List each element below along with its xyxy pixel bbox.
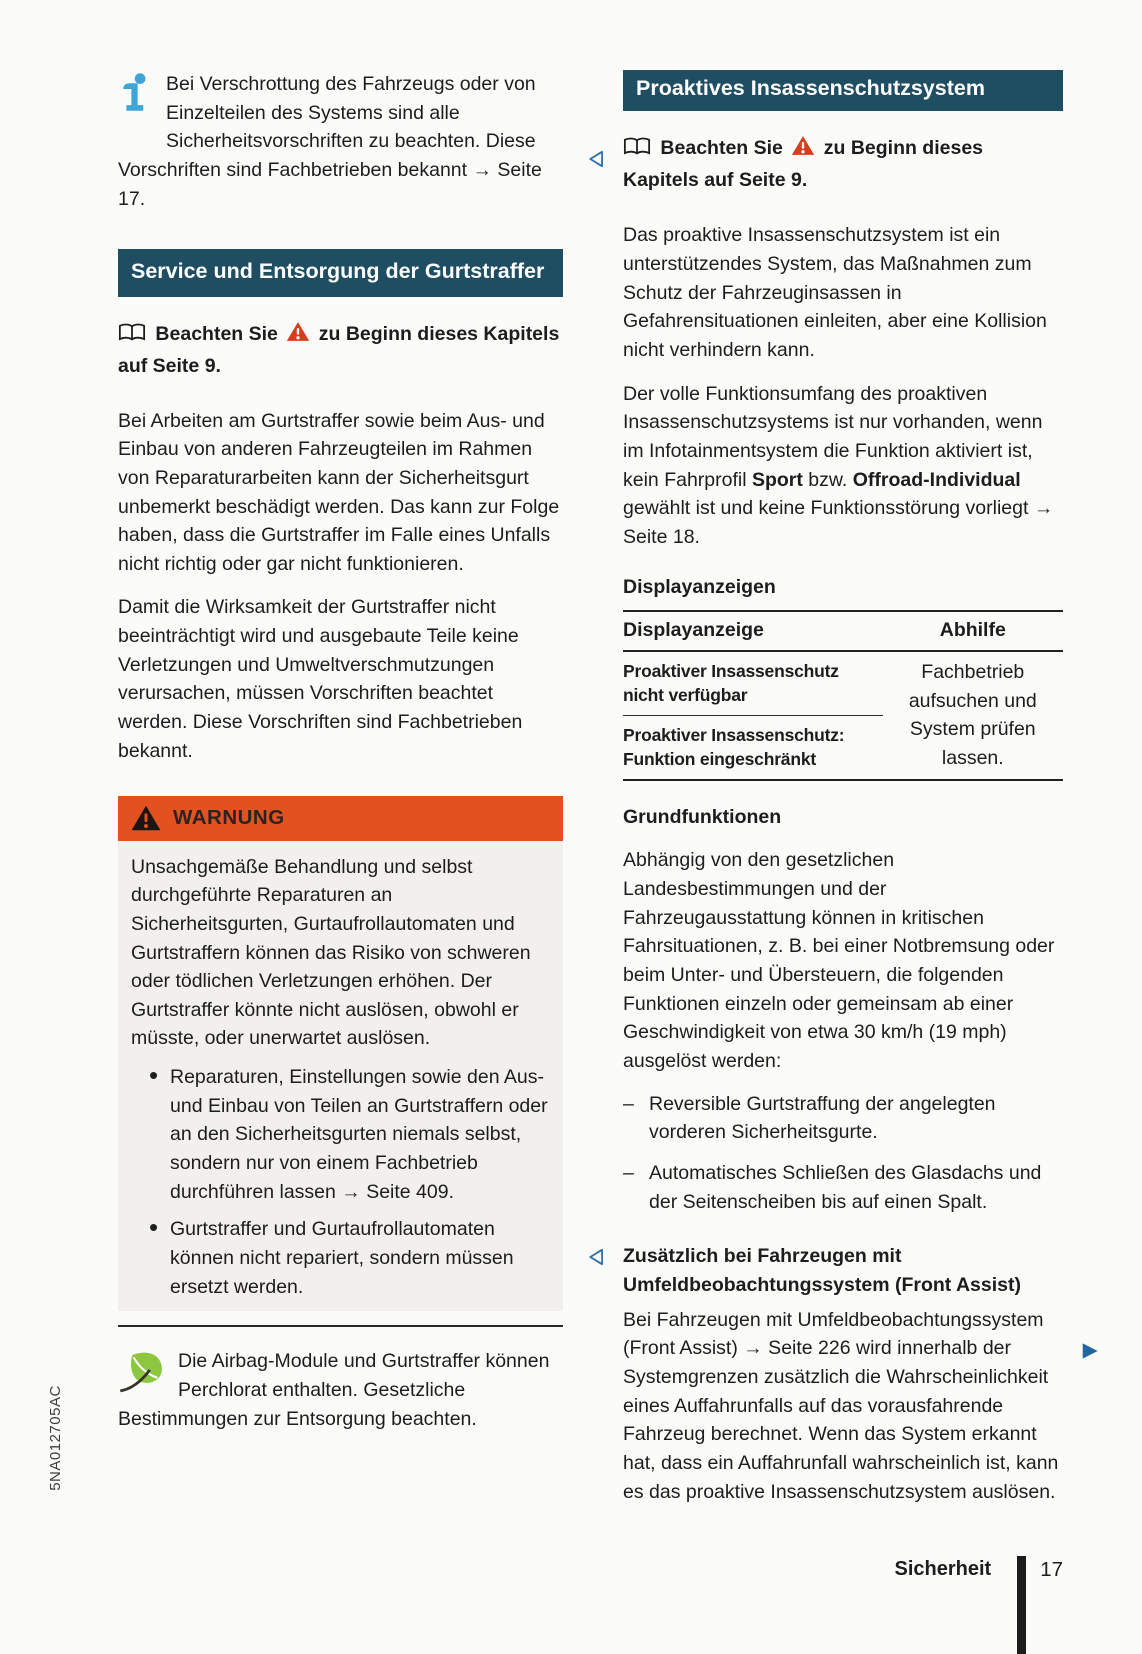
environment-note-text: Die Airbag-Module und Gurtstraffer können Perchlorat enthalten. Gesetzliche Bestimmungen zur Entsorgung beachten. xyxy=(118,1350,550,1430)
chapter-ref-prefix: Beachten Sie xyxy=(660,136,783,159)
warning-header xyxy=(118,796,563,840)
subheading-front-assist: Zusätzlich bei Fahrzeugen mit Umfeldbeobachtungssystem (Front Assist) xyxy=(623,1245,1021,1296)
open-book-icon xyxy=(623,140,656,162)
paragraph-text: gewählt ist und keine Funktionsstörung vorliegt → Seite 18. xyxy=(623,497,1054,548)
warning-black-triangle-icon xyxy=(131,805,161,831)
footer-divider-bar xyxy=(1017,1556,1026,1654)
right-column xyxy=(623,70,1063,1506)
table-cell-remedy: Fachbetrieb aufsuchen und System prüfen lassen. xyxy=(908,660,1037,769)
chapter-reference-right xyxy=(623,134,1063,194)
section-end-marker-icon xyxy=(588,148,604,177)
warning-intro: Unsachgemäße Behandlung und selbst durchgeführte Reparaturen an Sicherheitsgurten, Gurtaufrollautomaten und Gurtstraffern können das Risiko von schweren oder tödlichen Verletzungen erhöhen. Der Gurtstraffer könnte nicht auslösen, obwohl er müsste, oder unerwartet auslösen. xyxy=(131,855,531,1050)
footer-section-label: Sicherheit xyxy=(894,1558,992,1580)
section-heading-gurtstraffer: Service und Entsorgung der Gurtstraffer xyxy=(118,249,563,297)
paragraph: Abhängig von den gesetzlichen Landesbestimmungen und der Fahrzeugausstattung können in kritischen Fahrsituationen, z. B. bei einer Notbremsung oder beim Unter- und Übersteuern, die folgenden Funktionen einzeln oder gemeinsam ab einer Geschwindigkeit von etwa 30 km/h (19 mph) ausgelöst werden: xyxy=(623,849,1055,1073)
paragraph: Bei Fahrzeugen mit Umfeldbeobachtungssystem (Front Assist) → Seite 226 wird innerhalb der Systemgrenzen zusätzlich die Wahrscheinlichkeit eines Auffahrunfalls auf das vorausfahrende Fahrzeug berechnet. Wenn das System erkannt hat, dass ein Auffahrunfall wahrscheinlich ist, kann es das proaktive Insassenschutzsystem auslösen. xyxy=(623,1308,1059,1503)
chapter-ref-suffix: zu Beginn dieses Kapitels auf Seite 9. xyxy=(118,323,560,377)
table-row-message-2: Proaktiver Insassenschutz: Funktion eingeschränkt xyxy=(623,724,845,770)
table-header-abhilfe: Abhilfe xyxy=(939,619,1006,642)
warning-box xyxy=(118,796,563,1327)
warning-triangle-icon xyxy=(791,139,820,161)
dash-list-item: – Automatisches Schließen des Glasdachs und der Seitenscheiben bis auf einen Spalt. xyxy=(623,1159,1063,1216)
warning-end-rule xyxy=(118,1325,563,1327)
page-footer xyxy=(623,1556,1063,1654)
leaf-icon xyxy=(118,1351,166,1402)
print-code-vertical: 5NA012705AC xyxy=(46,1385,64,1491)
chapter-reference-left xyxy=(118,320,563,380)
chapter-ref-prefix: Beachten Sie xyxy=(155,323,278,346)
bold-term-sport: Sport xyxy=(751,468,803,491)
table-body xyxy=(623,652,1063,781)
subheading-grundfunktionen: Grundfunktionen xyxy=(623,805,782,828)
info-note-text: Bei Verschrottung des Fahrzeugs oder von Einzelteilen des Systems sind alle Sicherheitsvorschriften zu beachten. Diese Vorschriften sind Fachbetrieben bekannt → Seite 17. xyxy=(118,73,542,210)
open-book-icon xyxy=(118,326,151,348)
warning-title: WARNUNG xyxy=(173,806,285,830)
subheading-displayanzeigen: Displayanzeigen xyxy=(623,576,776,599)
warning-bullet: • Gurtstraffer und Gurtaufrollautomaten können nicht repariert, sondern müssen ersetzt werden. xyxy=(131,1215,550,1301)
dash-list-item: – Reversible Gurtstraffung der angelegten vorderen Sicherheitsgurte. xyxy=(623,1090,1063,1147)
paragraph xyxy=(623,380,1063,552)
paragraph: Bei Arbeiten am Gurtstraffer sowie beim Aus- und Einbau von anderen Fahrzeugteilen im Rahmen von Reparaturarbeiten kann der Sicherheitsgurt unbemerkt beschädigt werden. Das kann zur Folge haben, dass die Gurtstraffer im Falle eines Unfalls nicht richtig oder gar nicht funktionieren. xyxy=(118,409,560,575)
section-end-marker-icon xyxy=(588,1246,604,1275)
info-note xyxy=(118,70,563,213)
info-icon xyxy=(118,72,151,126)
function-dash-list xyxy=(623,1090,1063,1217)
warning-triangle-icon xyxy=(286,325,315,347)
page-number: 17 xyxy=(1040,1558,1063,1581)
left-column xyxy=(118,70,563,1433)
section-continues-marker-icon xyxy=(1080,1340,1100,1369)
bold-term-offroad: Offroad-Individual xyxy=(852,468,1021,491)
warning-bullet-list xyxy=(131,1063,550,1301)
table-row-message-1: Proaktiver Insassenschutz nicht verfügbar xyxy=(623,652,883,716)
environment-note xyxy=(118,1347,563,1433)
paragraph: Damit die Wirksamkeit der Gurtstraffer nicht beeinträchtigt wird und ausgebaute Teile keine Verletzungen und Umweltverschmutzungen verursachen, müssen Vorschriften beachtet werden. Diese Vorschriften sind Fachbetrieben bekannt. xyxy=(118,596,523,762)
table-header-displayanzeige: Displayanzeige xyxy=(623,619,764,642)
paragraph-text: bzw. xyxy=(802,468,853,491)
warning-body xyxy=(118,841,563,1312)
warning-bullet: • Reparaturen, Einstellungen sowie den Aus- und Einbau von Teilen an Gurtstraffern oder an den Sicherheitsgurten niemals selbst, sondern nur von einem Fachbetrieb durchführen lassen → Seite 409. xyxy=(131,1063,550,1206)
chapter-ref-suffix: zu Beginn dieses Kapitels auf Seite 9. xyxy=(623,136,984,191)
paragraph-text: Der volle Funktionsumfang des proaktiven Insassenschutzsystems ist nur vorhanden, wenn im Infotainmentsystem die Funktion aktiviert ist, kein Fahrprofil xyxy=(623,382,1043,491)
display-messages-table xyxy=(623,610,1063,781)
paragraph: Das proaktive Insassenschutzsystem ist ein unterstützendes System, das Maßnahmen zum Schutz der Fahrzeuginsassen in Gefahrensituationen einleiten, aber eine Kollision nicht verhindern kann. xyxy=(623,224,1047,361)
table-header-row xyxy=(623,612,1063,652)
section-heading-insassenschutz: Proaktives Insassenschutzsystem xyxy=(623,70,1063,111)
